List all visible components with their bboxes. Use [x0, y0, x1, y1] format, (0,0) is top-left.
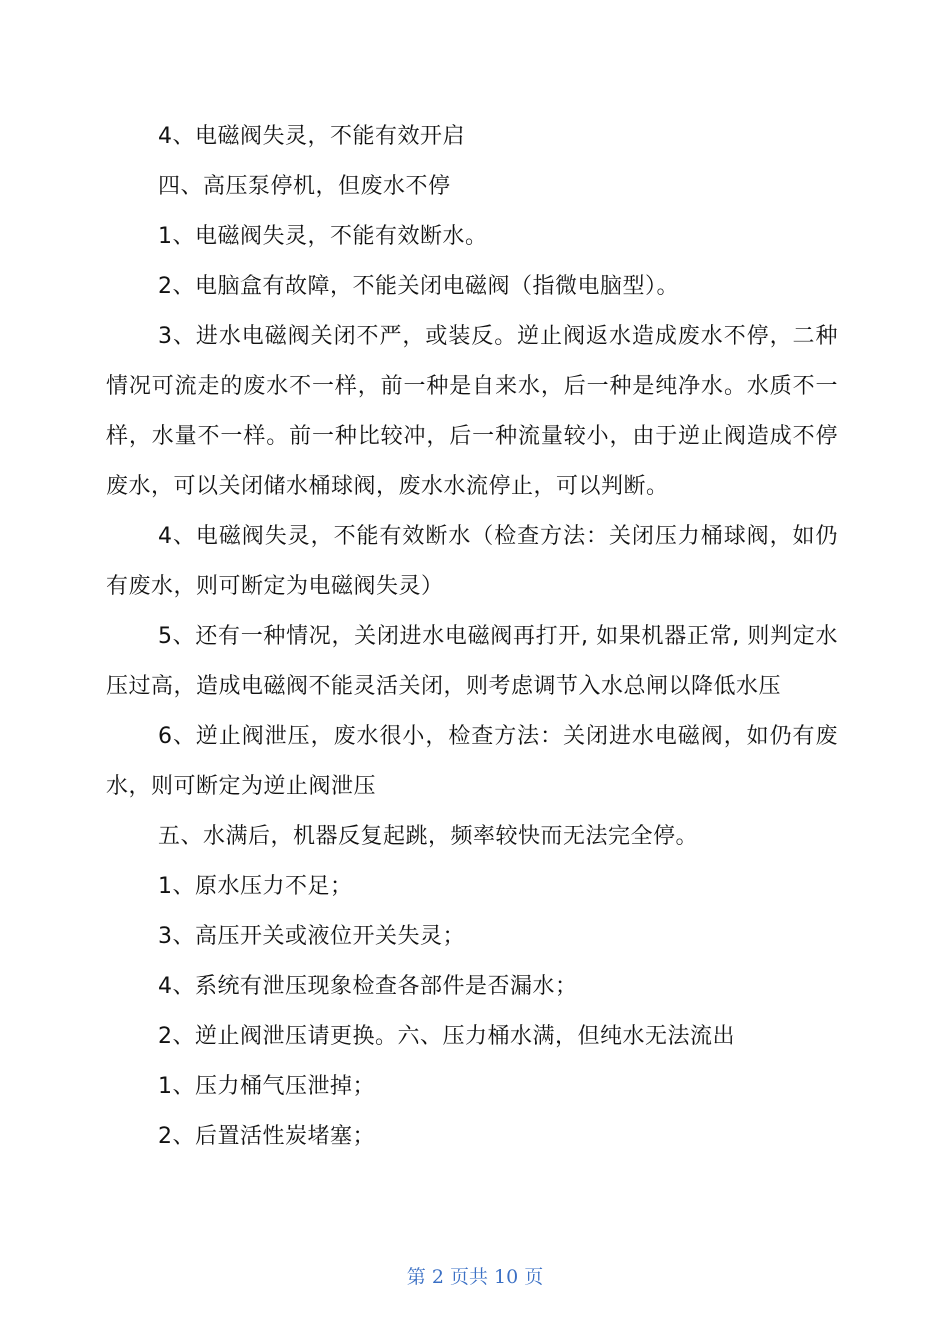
document-body [106, 112, 838, 1162]
section-heading: 五、水满后，机器反复起跳，频率较快而无法完全停。 [158, 824, 699, 849]
paragraph: 5、还有一种情况，关闭进水电磁阀再打开, 如果机器正常, 则判定水压过高，造成电磁阀不能灵活关闭，则考虑调节入水总闸以降低水压 [106, 624, 838, 699]
paragraph: 4、电磁阀失灵，不能有效断水（检查方法：关闭压力桶球阀，如仍有废水，则可断定为电磁阀失灵） [106, 524, 838, 599]
paragraph: 4、系统有泄压现象检查各部件是否漏水； [158, 974, 578, 999]
paragraph: 2、电脑盒有故障，不能关闭电磁阀（指微电脑型）。 [158, 274, 679, 299]
paragraph: 2、后置活性炭堵塞； [158, 1124, 375, 1149]
paragraph: 3、进水电磁阀关闭不严，或装反。逆止阀返水造成废水不停，二种情况可流走的废水不一样，前一种是自来水，后一种是纯净水。水质不一样，水量不一样。前一种比较冲，后一种流量较小，由于逆止阀造成不停废水，可以关闭储水桶球阀，废水水流停止，可以判断。 [106, 324, 838, 499]
section-heading: 四、高压泵停机，但废水不停 [158, 174, 451, 199]
paragraph: 1、电磁阀失灵，不能有效断水。 [158, 224, 488, 249]
paragraph: 4、电磁阀失灵，不能有效开启 [158, 124, 465, 149]
paragraph: 2、逆止阀泄压请更换。六、压力桶水满，但纯水无法流出 [158, 1024, 735, 1049]
paragraph: 1、原水压力不足； [158, 874, 353, 899]
paragraph: 1、压力桶气压泄掉； [158, 1074, 375, 1099]
paragraph: 3、高压开关或液位开关失灵； [158, 924, 465, 949]
paragraph: 6、逆止阀泄压，废水很小，检查方法：关闭进水电磁阀，如仍有废水，则可断定为逆止阀泄压 [106, 724, 838, 799]
page-number-footer: 第 2 页共 10 页 [406, 1266, 544, 1288]
